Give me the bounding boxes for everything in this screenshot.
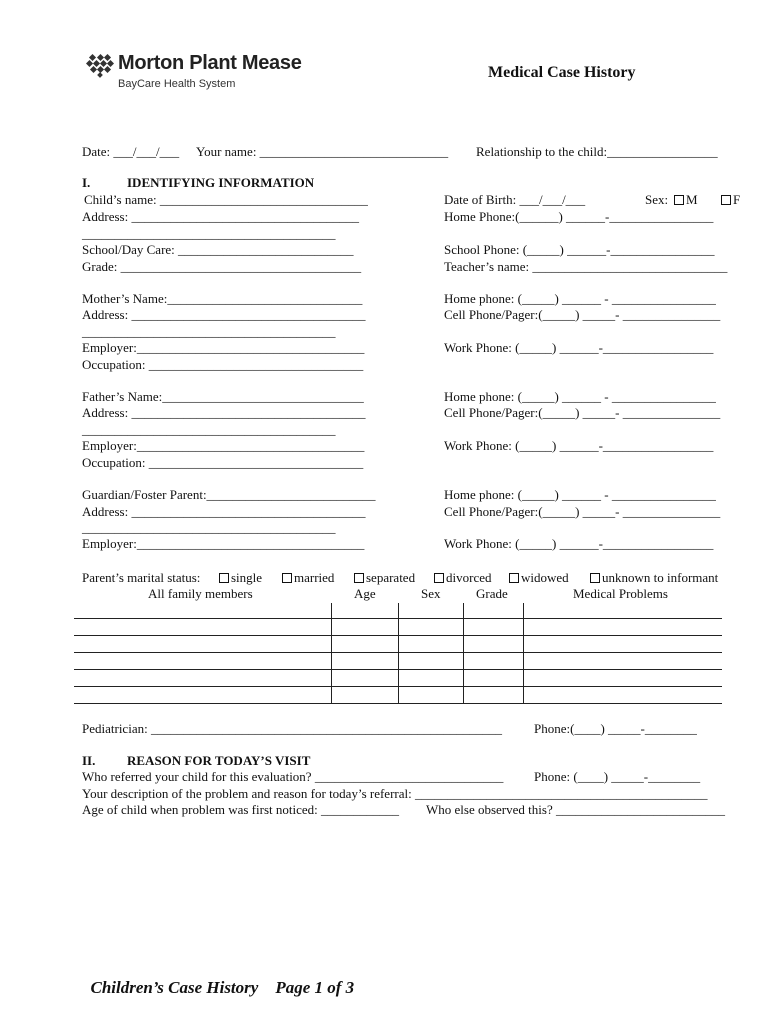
marital-status-label: Parent’s marital status: [82,570,201,585]
sex-f-option[interactable] [721,192,740,208]
guardian-employer-field[interactable]: Employer:___________________________________ [82,536,365,551]
marital-option-unknown[interactable] [590,570,718,586]
your-name-field[interactable]: Your name: _____________________________ [196,144,449,159]
father-name-field[interactable]: Father’s Name:_______________________________ [82,389,364,404]
marital-option-divorced[interactable] [434,570,491,586]
table-header-medical: Medical Problems [573,586,668,601]
child-name-field[interactable]: Child’s name: ________________________________ [84,192,368,207]
sex-m-label: M [686,192,698,207]
table-header-grade: Grade [476,586,508,601]
table-column-divider [523,603,524,703]
sex-f-label: F [733,192,741,207]
guardian-name-field[interactable]: Guardian/Foster Parent:__________________________ [82,487,376,502]
checkbox-icon[interactable] [282,573,292,583]
table-header-members: All family members [148,586,253,601]
table-column-divider [331,603,332,703]
guardian-cell-phone-field[interactable]: Cell Phone/Pager:(_____) _____- _______________ [444,504,721,519]
marital-option-label: single [231,570,263,585]
section-1-number: I. [82,175,91,190]
table-column-divider [463,603,464,703]
relationship-field[interactable]: Relationship to the child:_________________ [476,144,718,159]
section-2-number: II. [82,753,96,768]
pediatrician-field[interactable]: Pediatrician: ______________________________________________________ [82,721,502,736]
school-field[interactable]: School/Day Care: ___________________________ [82,242,354,257]
problem-description-field[interactable]: Your description of the problem and reason for today’s referral: _____________________________________________ [82,786,708,801]
mother-address-line2[interactable]: _______________________________________ [82,324,336,339]
mother-occupation-field[interactable]: Occupation: _________________________________ [82,357,364,372]
guardian-work-phone-field[interactable]: Work Phone: (_____) ______-_________________ [444,536,714,551]
section-1-title: IDENTIFYING INFORMATION [127,175,315,190]
observed-by-field[interactable]: Who else observed this? __________________________ [426,802,725,817]
footer-document-name: Children’s Case History [90,978,259,997]
school-phone-field[interactable]: School Phone: (_____) ______-________________ [444,242,715,257]
marital-option-label: separated [366,570,416,585]
sex-m-option[interactable] [674,192,698,208]
document-title: Medical Case History [488,64,636,81]
father-home-phone-field[interactable]: Home phone: (_____) ______ - ________________ [444,389,716,404]
age-noticed-field[interactable]: Age of child when problem was first noticed: ____________ [82,802,399,817]
table-header-age: Age [354,586,376,601]
referred-by-field[interactable]: Who referred your child for this evaluation? _____________________________ [82,769,504,784]
logo-subtitle: BayCare Health System [118,78,236,90]
footer [82,958,354,998]
section-2-title: REASON FOR TODAY’S VISIT [127,753,311,768]
table-row-line [74,703,722,704]
teacher-name-field[interactable]: Teacher’s name: ______________________________ [444,259,728,274]
footer-page-number: Page 1 of 3 [275,978,355,997]
father-address-line2[interactable]: _______________________________________ [82,422,336,437]
pediatrician-phone-field[interactable]: Phone:(____) _____-________ [534,721,697,736]
table-column-divider [398,603,399,703]
father-address-field[interactable]: Address: ____________________________________ [82,405,366,420]
child-address-line2[interactable]: _______________________________________ [82,226,336,241]
checkbox-icon[interactable] [590,573,600,583]
checkbox-icon[interactable] [219,573,229,583]
date-field[interactable]: Date: ___/___/___ [82,144,180,159]
mother-employer-field[interactable]: Employer:___________________________________ [82,340,365,355]
checkbox-icon[interactable] [674,195,684,205]
guardian-address-field[interactable]: Address: ____________________________________ [82,504,366,519]
father-cell-phone-field[interactable]: Cell Phone/Pager:(_____) _____- _______________ [444,405,721,420]
marital-option-married[interactable] [282,570,334,586]
mother-address-field[interactable]: Address: ____________________________________ [82,307,366,322]
marital-option-separated[interactable] [354,570,415,586]
checkbox-icon[interactable] [509,573,519,583]
referrer-phone-field[interactable]: Phone: (____) _____-________ [534,769,701,784]
marital-option-label: unknown to informant [602,570,719,585]
father-occupation-field[interactable]: Occupation: _________________________________ [82,455,364,470]
marital-option-widowed[interactable] [509,570,569,586]
table-header-sex: Sex [421,586,441,601]
logo-name: Morton Plant Mease [118,52,302,74]
father-employer-field[interactable]: Employer:___________________________________ [82,438,365,453]
guardian-address-line2[interactable]: _______________________________________ [82,520,336,535]
checkbox-icon[interactable] [354,573,364,583]
guardian-home-phone-field[interactable]: Home phone: (_____) ______ - ________________ [444,487,716,502]
mother-work-phone-field[interactable]: Work Phone: (_____) ______-_________________ [444,340,714,355]
dob-field[interactable]: Date of Birth: ___/___/___ [444,192,586,207]
marital-option-label: divorced [446,570,492,585]
child-home-phone-field[interactable]: Home Phone:(______) ______-________________ [444,209,714,224]
mother-name-field[interactable]: Mother’s Name:______________________________ [82,291,363,306]
marital-option-single[interactable] [219,570,262,586]
marital-option-label: widowed [521,570,569,585]
mother-home-phone-field[interactable]: Home phone: (_____) ______ - ________________ [444,291,716,306]
baycare-heart-icon [86,52,114,80]
marital-option-label: married [294,570,335,585]
sex-label: Sex: [645,192,669,207]
grade-field[interactable]: Grade: _____________________________________ [82,259,362,274]
checkbox-icon[interactable] [434,573,444,583]
mother-cell-phone-field[interactable]: Cell Phone/Pager:(_____) _____- _______________ [444,307,721,322]
father-work-phone-field[interactable]: Work Phone: (_____) ______-_________________ [444,438,714,453]
checkbox-icon[interactable] [721,195,731,205]
child-address-field[interactable]: Address: ___________________________________ [82,209,359,224]
